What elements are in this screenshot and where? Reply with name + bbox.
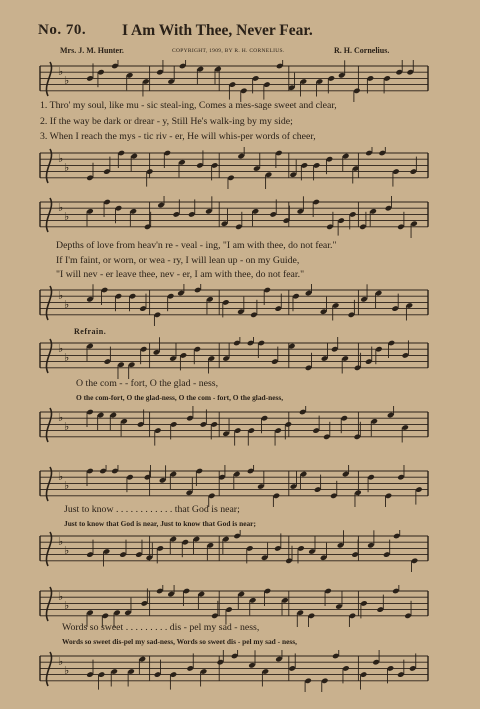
staff-system-3-bass bbox=[0, 406, 480, 448]
verse-2-line-1: 2. If the way be dark or drear - y, Still He's walk-ing by my side; bbox=[40, 116, 293, 127]
verse-3-line-1: 3. When I reach the mys - tic riv - er, He will whis-per words of cheer, bbox=[40, 131, 316, 142]
staff-system-1-bass bbox=[0, 147, 480, 189]
flat-sign-icon: ♭ bbox=[58, 535, 64, 548]
flat-sign-icon: ♭ bbox=[58, 590, 64, 603]
staff-system-4-treble bbox=[0, 465, 480, 507]
flat-sign-icon: ♭ bbox=[64, 298, 70, 311]
verse-1-line-1: 1. Thro' my soul, like mu - sic steal-ing, Comes a mes-sage sweet and clear, bbox=[40, 100, 337, 111]
flat-sign-icon: ♭ bbox=[64, 74, 70, 87]
staff-system-5-treble bbox=[0, 585, 480, 627]
hymn-number: No. 70. bbox=[38, 22, 87, 38]
flat-sign-icon: ♭ bbox=[64, 210, 70, 223]
staff-system-5-bass bbox=[0, 650, 480, 692]
staff-system-2-treble bbox=[0, 196, 480, 238]
flat-sign-icon: ♭ bbox=[58, 411, 64, 424]
refrain-line-3-bass: Words so sweet dis-pel my sad-ness, Words so sweet dis - pel my sad - ness, bbox=[62, 637, 297, 646]
staff-system-1-treble bbox=[0, 60, 480, 102]
flat-sign-icon: ♭ bbox=[58, 470, 64, 483]
hymn-title: I Am With Thee, Never Fear. bbox=[122, 22, 313, 39]
refrain-line-1-bass: O the com-fort, O the glad-ness, O the com - fort, O the glad-ness, bbox=[76, 393, 284, 402]
flat-sign-icon: ♭ bbox=[58, 201, 64, 214]
staff-system-4-bass bbox=[0, 530, 480, 572]
refrain-line-2-soprano: Just to know . . . . . . . . . . . . that God is near; bbox=[64, 504, 240, 515]
flat-sign-icon: ♭ bbox=[64, 544, 70, 557]
flat-sign-icon: ♭ bbox=[64, 664, 70, 677]
flat-sign-icon: ♭ bbox=[64, 599, 70, 612]
composer-credit: R. H. Cornelius. bbox=[334, 46, 390, 55]
verse-1-line-2: Depths of love from heav'n re - veal - ing, "I am with thee, do not fear." bbox=[56, 240, 337, 251]
flat-sign-icon: ♭ bbox=[64, 479, 70, 492]
refrain-line-2-bass: Just to know that God is near, Just to know that God is near; bbox=[64, 519, 256, 528]
refrain-label: Refrain. bbox=[74, 327, 107, 336]
verse-3-line-2: "I will nev - er leave thee, nev - er, I am with thee, do not fear." bbox=[56, 269, 305, 280]
staff-system-2-bass bbox=[0, 284, 480, 326]
staff-system-3-treble bbox=[0, 337, 480, 379]
verse-2-line-2: If I'm faint, or worn, or wea - ry, I will lean up - on my Guide, bbox=[56, 255, 300, 266]
flat-sign-icon: ♭ bbox=[64, 420, 70, 433]
flat-sign-icon: ♭ bbox=[58, 289, 64, 302]
flat-sign-icon: ♭ bbox=[64, 161, 70, 174]
author-credit: Mrs. J. M. Hunter. bbox=[60, 46, 124, 55]
refrain-line-3-soprano: Words so sweet . . . . . . . . . dis - pel my sad - ness, bbox=[62, 622, 260, 633]
flat-sign-icon: ♭ bbox=[58, 342, 64, 355]
copyright-notice: COPYRIGHT, 1909, BY R. H. CORNELIUS. bbox=[172, 48, 285, 54]
flat-sign-icon: ♭ bbox=[64, 351, 70, 364]
flat-sign-icon: ♭ bbox=[58, 65, 64, 78]
flat-sign-icon: ♭ bbox=[58, 655, 64, 668]
flat-sign-icon: ♭ bbox=[58, 152, 64, 165]
hymn-header bbox=[38, 22, 313, 39]
refrain-line-1-soprano: O the com - - fort, O the glad - ness, bbox=[76, 378, 219, 389]
